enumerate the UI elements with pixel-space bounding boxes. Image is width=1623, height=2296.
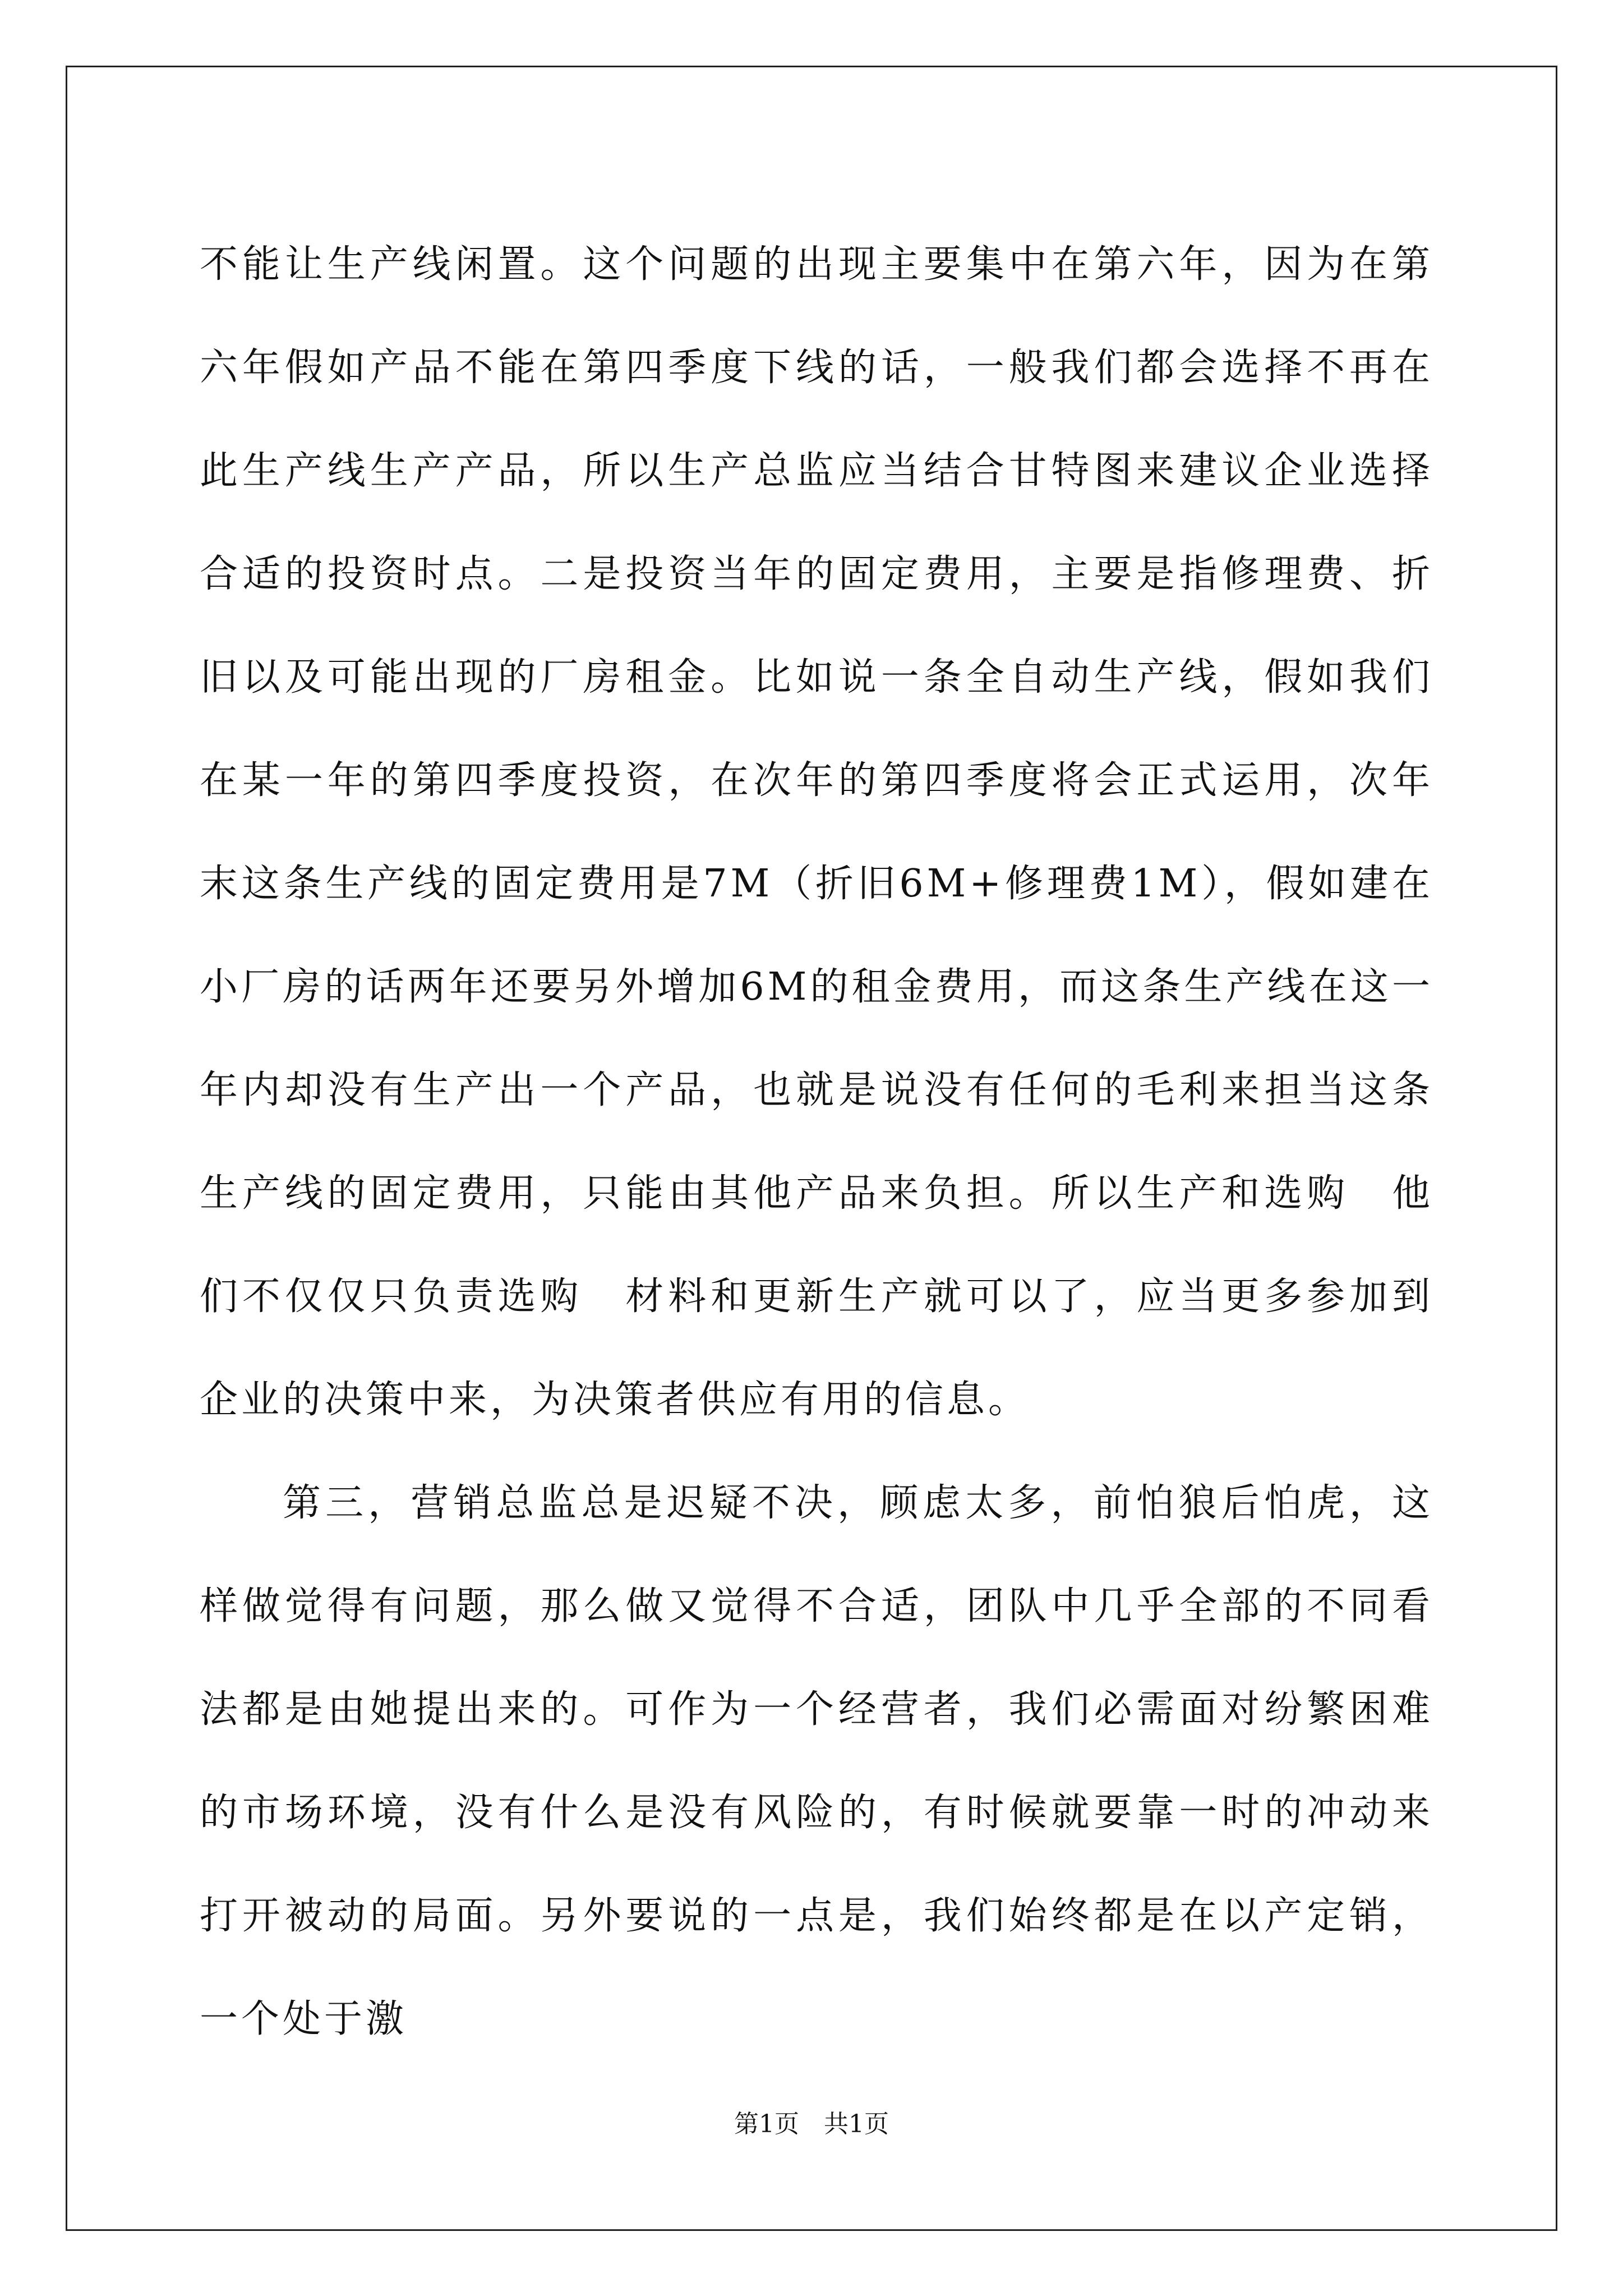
document-body <box>200 213 1433 2071</box>
paragraph-1: 不能让生产线闲置。这个问题的出现主要集中在第六年，因为在第六年假如产品不能在第四季度下线的话，一般我们都会选择不再在此生产线生产产品，所以生产总监应当结合甘特图来建议企业选择合适的投资时点。二是投资当年的固定费用，主要是指修理费、折旧以及可能出现的厂房租金。比如说一条全自动生产线，假如我们在某一年的第四季度投资，在次年的第四季度将会正式运用，次年末这条生产线的固定费用是7M（折旧6M+修理费1M），假如建在小厂房的话两年还要另外增加6M的租金费用，而这条生产线在这一年内却没有生产出一个产品，也就是说没有任何的毛利来担当这条生产线的固定费用，只能由其他产品来负担。所以生产和选购 他们不仅仅只负责选购 材料和更新生产就可以了，应当更多参加到企业的决策中来，为决策者供应有用的信息。 <box>200 242 1433 1422</box>
paragraph-2: 第三，营销总监总是迟疑不决，顾虑太多，前怕狼后怕虎，这样做觉得有问题，那么做又觉得不合适，团队中几乎全部的不同看法都是由她提出来的。可作为一个经营者，我们必需面对纷繁困难的市场环境，没有什么是没有风险的，有时候就要靠一时的冲动来打开被动的局面。另外要说的一点是，我们始终都是在以产定销，一个处于激 <box>200 1481 1433 2041</box>
page-footer: 第1页 共1页 <box>734 2110 889 2138</box>
